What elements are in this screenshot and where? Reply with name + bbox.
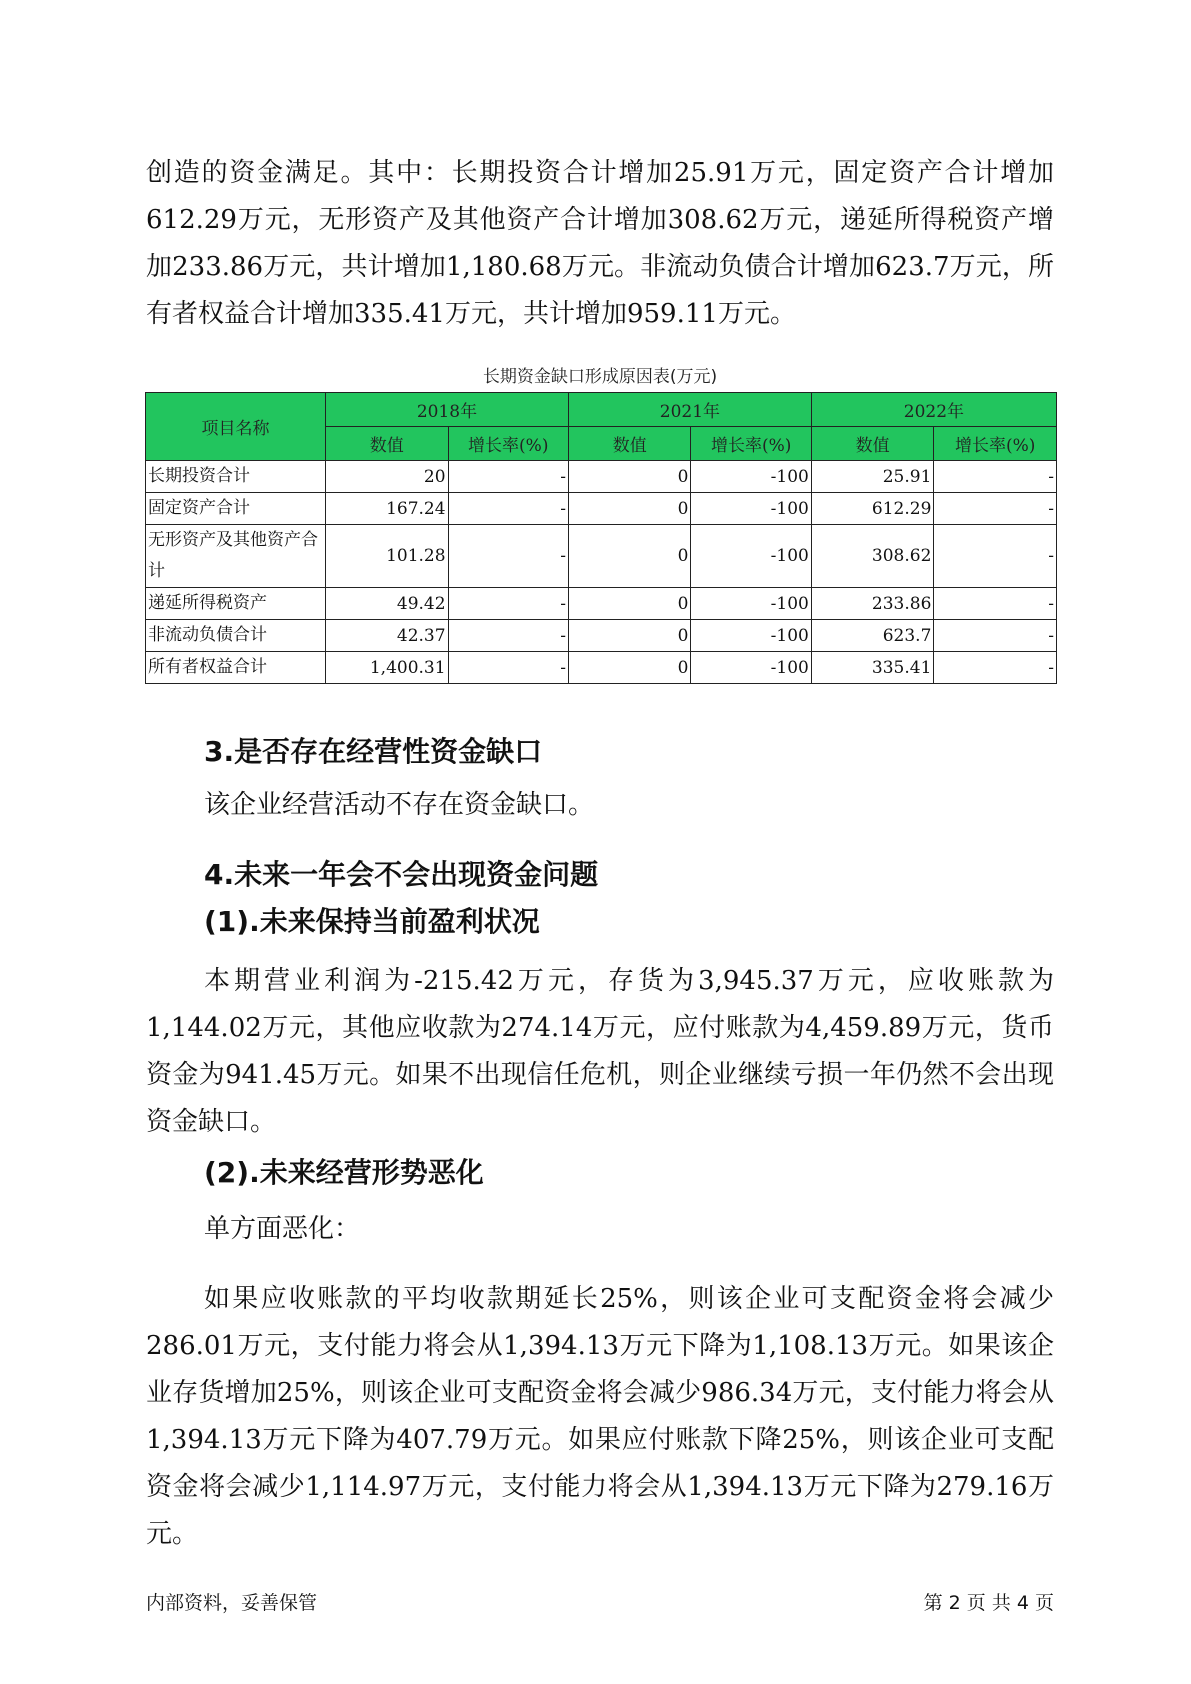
cell-value: 1,400.31 [326, 652, 449, 684]
table-row [146, 588, 1057, 620]
cell-value: 0 [568, 652, 691, 684]
section3-text: 该企业经营活动不存在资金缺口。 [204, 790, 595, 820]
cell-value: 101.28 [326, 525, 449, 588]
header-rate: 增长率(%) [691, 427, 811, 461]
table-row [146, 620, 1057, 652]
row-name: 所有者权益合计 [146, 652, 326, 684]
cell-rate: -100 [691, 620, 811, 652]
cell-rate: -100 [691, 493, 811, 525]
cell-rate: - [934, 588, 1057, 620]
header-value: 数值 [568, 427, 691, 461]
cell-rate: - [448, 525, 568, 588]
header-rate: 增长率(%) [448, 427, 568, 461]
cell-value: 20 [326, 461, 449, 493]
section4-sub2-lead: 单方面恶化： [204, 1214, 361, 1244]
cell-value: 0 [568, 525, 691, 588]
cell-rate: - [448, 652, 568, 684]
cell-rate: - [448, 493, 568, 525]
section4-sub1-text: 本期营业利润为-215.42万元，存货为3,945.37万元，应收账款为1,144.02万元，其他应收款为274.14万元，应付账款为4,459.89万元，货币资金为941.45万元。如果不出现信任危机，则企业继续亏损一年仍然不会出现资金缺口。 [146, 966, 1054, 1137]
funding-gap-table [145, 392, 1057, 684]
cell-rate: -100 [691, 652, 811, 684]
cell-value: 233.86 [811, 588, 934, 620]
footer-confidential-note: 内部资料，妥善保管 [146, 1592, 318, 1614]
cell-value: 308.62 [811, 525, 934, 588]
cell-rate: -100 [691, 588, 811, 620]
header-year-2018: 2018年 [326, 393, 569, 427]
cell-rate: - [448, 620, 568, 652]
cell-value: 42.37 [326, 620, 449, 652]
row-name: 非流动负债合计 [146, 620, 326, 652]
section4-heading: 4.未来一年会不会出现资金问题 [204, 858, 599, 891]
table-row [146, 525, 1057, 588]
section4-sub2-heading: (2).未来经营形势恶化 [204, 1156, 484, 1189]
cell-rate: - [448, 588, 568, 620]
cell-value: 49.42 [326, 588, 449, 620]
footer-page-number: 第 2 页 共 4 页 [923, 1592, 1054, 1614]
header-year-2022: 2022年 [811, 393, 1056, 427]
cell-value: 612.29 [811, 493, 934, 525]
cell-rate: - [934, 493, 1057, 525]
cell-rate: - [934, 461, 1057, 493]
cell-value: 623.7 [811, 620, 934, 652]
cell-rate: -100 [691, 461, 811, 493]
row-name: 递延所得税资产 [146, 588, 326, 620]
table-row [146, 493, 1057, 525]
row-name: 无形资产及其他资产合计 [146, 525, 326, 588]
section4-sub1-heading: (1).未来保持当前盈利状况 [204, 905, 540, 938]
table-row [146, 461, 1057, 493]
header-value: 数值 [326, 427, 449, 461]
cell-value: 25.91 [811, 461, 934, 493]
section3-heading: 3.是否存在经营性资金缺口 [204, 735, 543, 768]
cell-rate: - [934, 525, 1057, 588]
cell-value: 0 [568, 588, 691, 620]
cell-value: 0 [568, 620, 691, 652]
cell-value: 0 [568, 493, 691, 525]
row-name: 长期投资合计 [146, 461, 326, 493]
row-name: 固定资产合计 [146, 493, 326, 525]
header-value: 数值 [811, 427, 934, 461]
cell-value: 0 [568, 461, 691, 493]
intro-paragraph: 创造的资金满足。其中：长期投资合计增加25.91万元，固定资产合计增加612.29万元，无形资产及其他资产合计增加308.62万元，递延所得税资产增加233.86万元，共计增加1,180.68万元。非流动负债合计增加623.7万元，所有者权益合计增加335.41万元，共计增加959.11万元。 [146, 158, 1054, 329]
cell-value: 335.41 [811, 652, 934, 684]
header-item-name: 项目名称 [146, 393, 326, 461]
cell-value: 167.24 [326, 493, 449, 525]
cell-rate: - [934, 652, 1057, 684]
table-caption: 长期资金缺口形成原因表(万元) [482, 367, 718, 387]
table-row [146, 652, 1057, 684]
section4-sub2-text: 如果应收账款的平均收款期延长25%，则该企业可支配资金将会减少286.01万元，支付能力将会从1,394.13万元下降为1,108.13万元。如果该企业存货增加25%，则该企业可支配资金将会减少986.34万元，支付能力将会从1,394.13万元下降为407.79万元。如果应付账款下降25%，则该企业可支配资金将会减少1,114.97万元，支付能力将会从1,394.13万元下降为279.16万元。 [146, 1284, 1054, 1549]
header-year-2021: 2021年 [568, 393, 811, 427]
header-rate: 增长率(%) [934, 427, 1057, 461]
cell-rate: - [448, 461, 568, 493]
cell-rate: -100 [691, 525, 811, 588]
cell-rate: - [934, 620, 1057, 652]
